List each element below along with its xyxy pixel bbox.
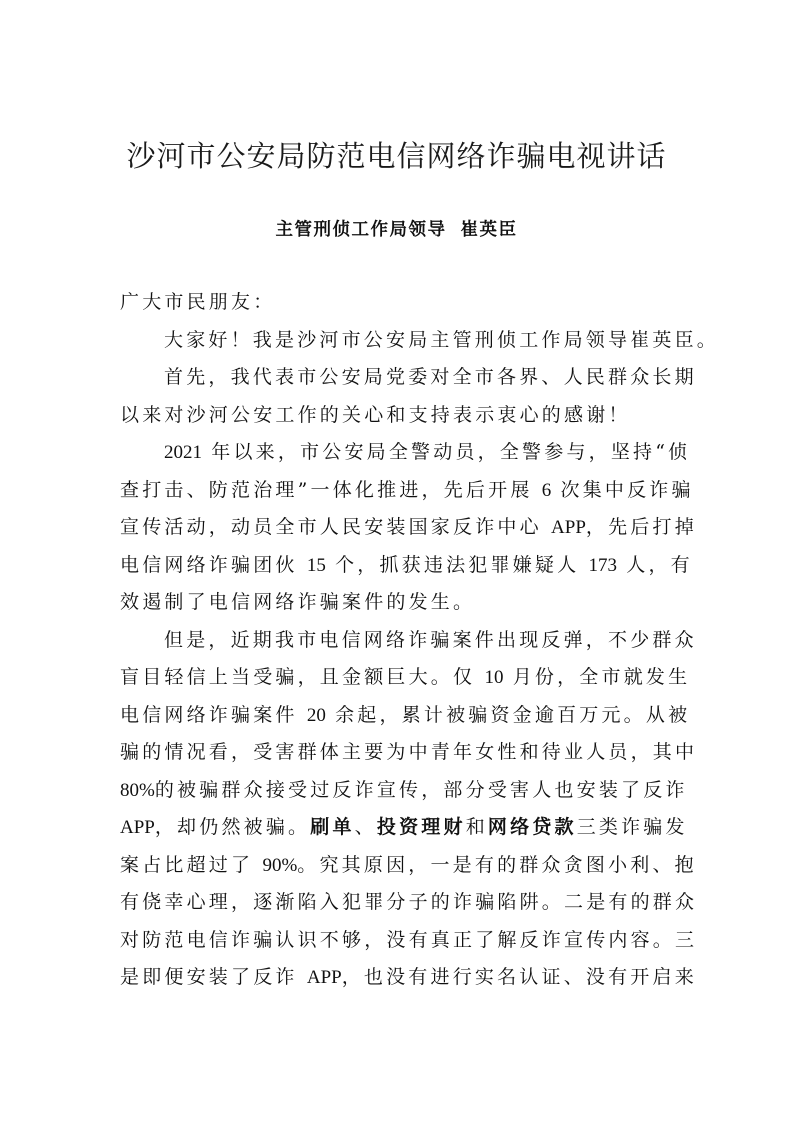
body-text: 月份，全市就发生 xyxy=(503,666,691,688)
body-line xyxy=(120,584,676,622)
body-text: ，先后打掉 xyxy=(585,516,697,538)
body-text: 案占比超过了 xyxy=(120,853,263,876)
body-line xyxy=(120,359,697,397)
body-text: 电信网络诈骗案件 xyxy=(120,703,307,726)
body-text: 余起，累计被骗资金逾百万元。从被 xyxy=(325,703,691,726)
body-line xyxy=(120,772,688,810)
body-line xyxy=(120,509,697,547)
body-text: 大家好！我是沙河市公安局主管刑侦工作局领导崔英臣。 xyxy=(164,328,720,351)
body-line xyxy=(120,697,691,735)
emphasis-text: 投资理财 xyxy=(376,816,466,838)
body-text: 15 xyxy=(306,554,326,576)
body-text: 173 xyxy=(588,554,618,576)
body-line xyxy=(120,434,691,472)
document-subtitle xyxy=(0,216,793,244)
body-text: ，也没有进行实名认证、没有开启来 xyxy=(341,966,697,988)
body-line xyxy=(120,959,697,997)
body-text: APP xyxy=(551,517,586,538)
body-line xyxy=(120,472,694,510)
body-text: 2021 xyxy=(164,442,202,463)
body-text: 但是，近期我市电信网络诈骗案件出现反弹，不少群众 xyxy=(164,628,697,651)
body-text: 的被骗群众接受过反诈宣传，部分受害人也安装了反诈 xyxy=(154,778,688,801)
body-text: 是即便安装了反诈 xyxy=(120,966,307,988)
body-text: APP xyxy=(120,817,155,838)
body-line xyxy=(120,922,698,960)
emphasis-text: 网络贷款 xyxy=(487,816,577,838)
body-text: 宣传活动，动员全市人民安装国家反诈中心 xyxy=(120,516,552,538)
speaker-name: 崔英臣 xyxy=(460,220,518,240)
body-text: 。究其原因，一是有的群众贪图小利、抱 xyxy=(297,853,697,876)
body-text: 20 xyxy=(306,704,326,726)
body-text: 以来对沙河公安工作的关心和支持表示衷心的感谢！ xyxy=(120,403,631,426)
body-text: ，却仍然被骗。 xyxy=(154,816,311,838)
body-text: 90% xyxy=(262,854,298,876)
body-text: 、 xyxy=(354,816,377,838)
body-text: 盲目轻信上当受骗，且金额巨大。仅 xyxy=(120,666,485,688)
body-text: 对防范电信诈骗认识不够，没有真正了解反诈宣传内容。三 xyxy=(120,928,698,951)
emphasis-text: 刷单 xyxy=(310,816,355,838)
body-text: 80% xyxy=(120,779,155,801)
body-text: APP xyxy=(306,967,342,988)
body-text: 次集中反诈骗 xyxy=(551,478,694,501)
body-line xyxy=(120,847,697,885)
body-text: 电信网络诈骗团伙 xyxy=(120,553,307,576)
body-line xyxy=(120,622,697,660)
body-line xyxy=(120,809,688,847)
salutation: 广大市民朋友： xyxy=(120,291,276,313)
body-text: 效遏制了电信网络诈骗案件的发生。 xyxy=(120,591,476,613)
body-text: 查打击、防范治理”一体化推进，先后开展 xyxy=(120,478,542,501)
body-text: 和 xyxy=(465,816,488,838)
speaker-role: 主管刑侦工作局领导 xyxy=(275,220,447,240)
body-text: 10 xyxy=(484,667,504,688)
body-line xyxy=(120,322,720,360)
body-text: 三类诈骗发 xyxy=(576,816,688,838)
body-text: 骗的情况看，受害群体主要为中青年女性和待业人员，其中 xyxy=(120,741,698,763)
body-text: 首先，我代表市公安局党委对全市各界、人民群众长期 xyxy=(164,366,697,388)
body-line xyxy=(120,397,676,435)
body-text: 有侥幸心理，逐渐陷入犯罪分子的诈骗陷阱。二是有的群众 xyxy=(120,891,698,913)
body-line xyxy=(120,884,698,922)
body-lines xyxy=(120,322,720,997)
body-text: 年以来，市公安局全警动员，全警参与，坚持“侦 xyxy=(202,441,691,463)
body-line xyxy=(120,659,691,697)
body-line xyxy=(120,547,693,585)
body-text: 6 xyxy=(541,479,552,501)
document-title: 沙河市公安局防范电信网络诈骗电视讲话 xyxy=(126,139,667,173)
document-body xyxy=(120,284,720,997)
body-line xyxy=(120,734,698,772)
body-text: 个，抓获违法犯罪嫌疑人 xyxy=(325,553,589,576)
body-text: 人，有 xyxy=(617,553,693,576)
